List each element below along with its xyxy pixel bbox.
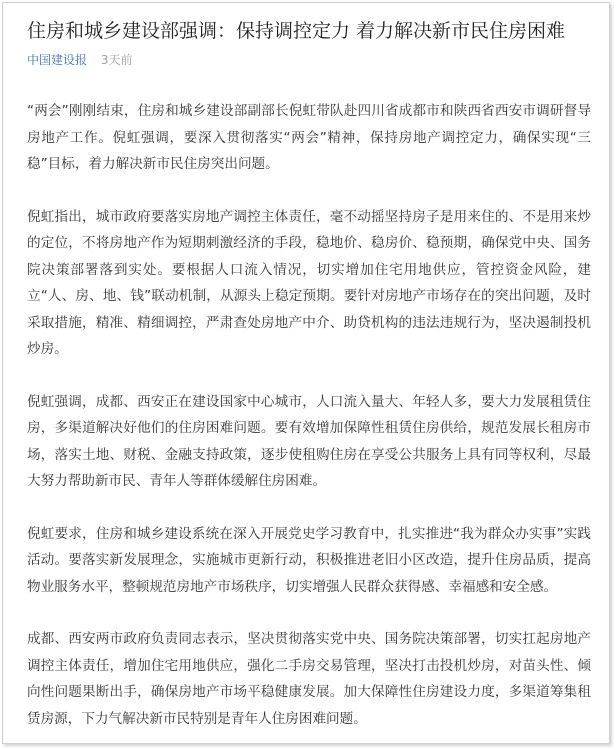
article-paragraph-5: 成都、西安两市政府负责同志表示，坚决贯彻落实党中央、国务院决策部署，切实扛起房地产调控主体责任，增加住宅用地供应，强化二手房交易管理，坚决打击投机炒房，对苗头性、倾向性问题果断出手，确保房地产市场平稳健康发展。加大保障性住房建设力度，多渠道筹集租赁房源，下力气解决新市民特别是青年人住房困难问题。 xyxy=(27,631,591,727)
article-paragraph-3: 倪虹强调，成都、西安正在建设国家中心城市，人口流入量大、年轻人多，要大力发展租赁住房，多渠道解决好他们的住房困难问题。要有效增加保障性租赁住房供给，规范发展长租房市场，落实土地、财税、金融支持政策，逐步使租购住房在享受公共服务上具有同等权利，尽最大努力帮助新市民、青年人等群体缓解住房困难。 xyxy=(27,393,591,489)
article-frame xyxy=(2,2,610,744)
article-title: 住房和城乡建设部强调：保持调控定力 着力解决新市民住房困难 xyxy=(27,20,566,42)
article-paragraph-2: 倪虹指出，城市政府要落实房地产调控主体责任，毫不动摇坚持房子是用来住的、不是用来炒的定位，不将房地产作为短期刺激经济的手段，稳地价、稳房价、稳预期，确保党中央、国务院决策部署落到实处。要根据人口流入情况，切实增加住宅用地供应，管控资金风险，建立“人、房、地、钱”联动机制，从源头上稳定预期。要针对房地产市场存在的突出问题，及时采取措施，精准、精细调控，严肃查处房地产中介、助贷机构的违法违规行为，坚决遏制投机炒房。 xyxy=(27,208,591,357)
article-timestamp: 3天前 xyxy=(100,53,133,67)
article-source-link[interactable]: 中国建设报 xyxy=(27,53,88,67)
article-meta xyxy=(27,51,591,69)
article-content xyxy=(3,3,609,732)
article-paragraph-1: “两会”刚刚结束，住房和城乡建设部副部长倪虹带队赴四川省成都市和陕西省西安市调研督导房地产工作。倪虹强调，要深入贯彻落实“两会”精神，保持房地产调控定力，确保实现“三稳”目标，着力解决新市民住房突出问题。 xyxy=(27,103,591,172)
article-paragraph-4: 倪虹要求，住房和城乡建设系统在深入开展党史学习教育中，扎实推进“我为群众办实事”实践活动。要落实新发展理念，实施城市更新行动，积极推进老旧小区改造，提升住房品质，提高物业服务水平，整顿规范房地产市场秩序，切实增强人民群众获得感、幸福感和安全感。 xyxy=(27,525,591,595)
